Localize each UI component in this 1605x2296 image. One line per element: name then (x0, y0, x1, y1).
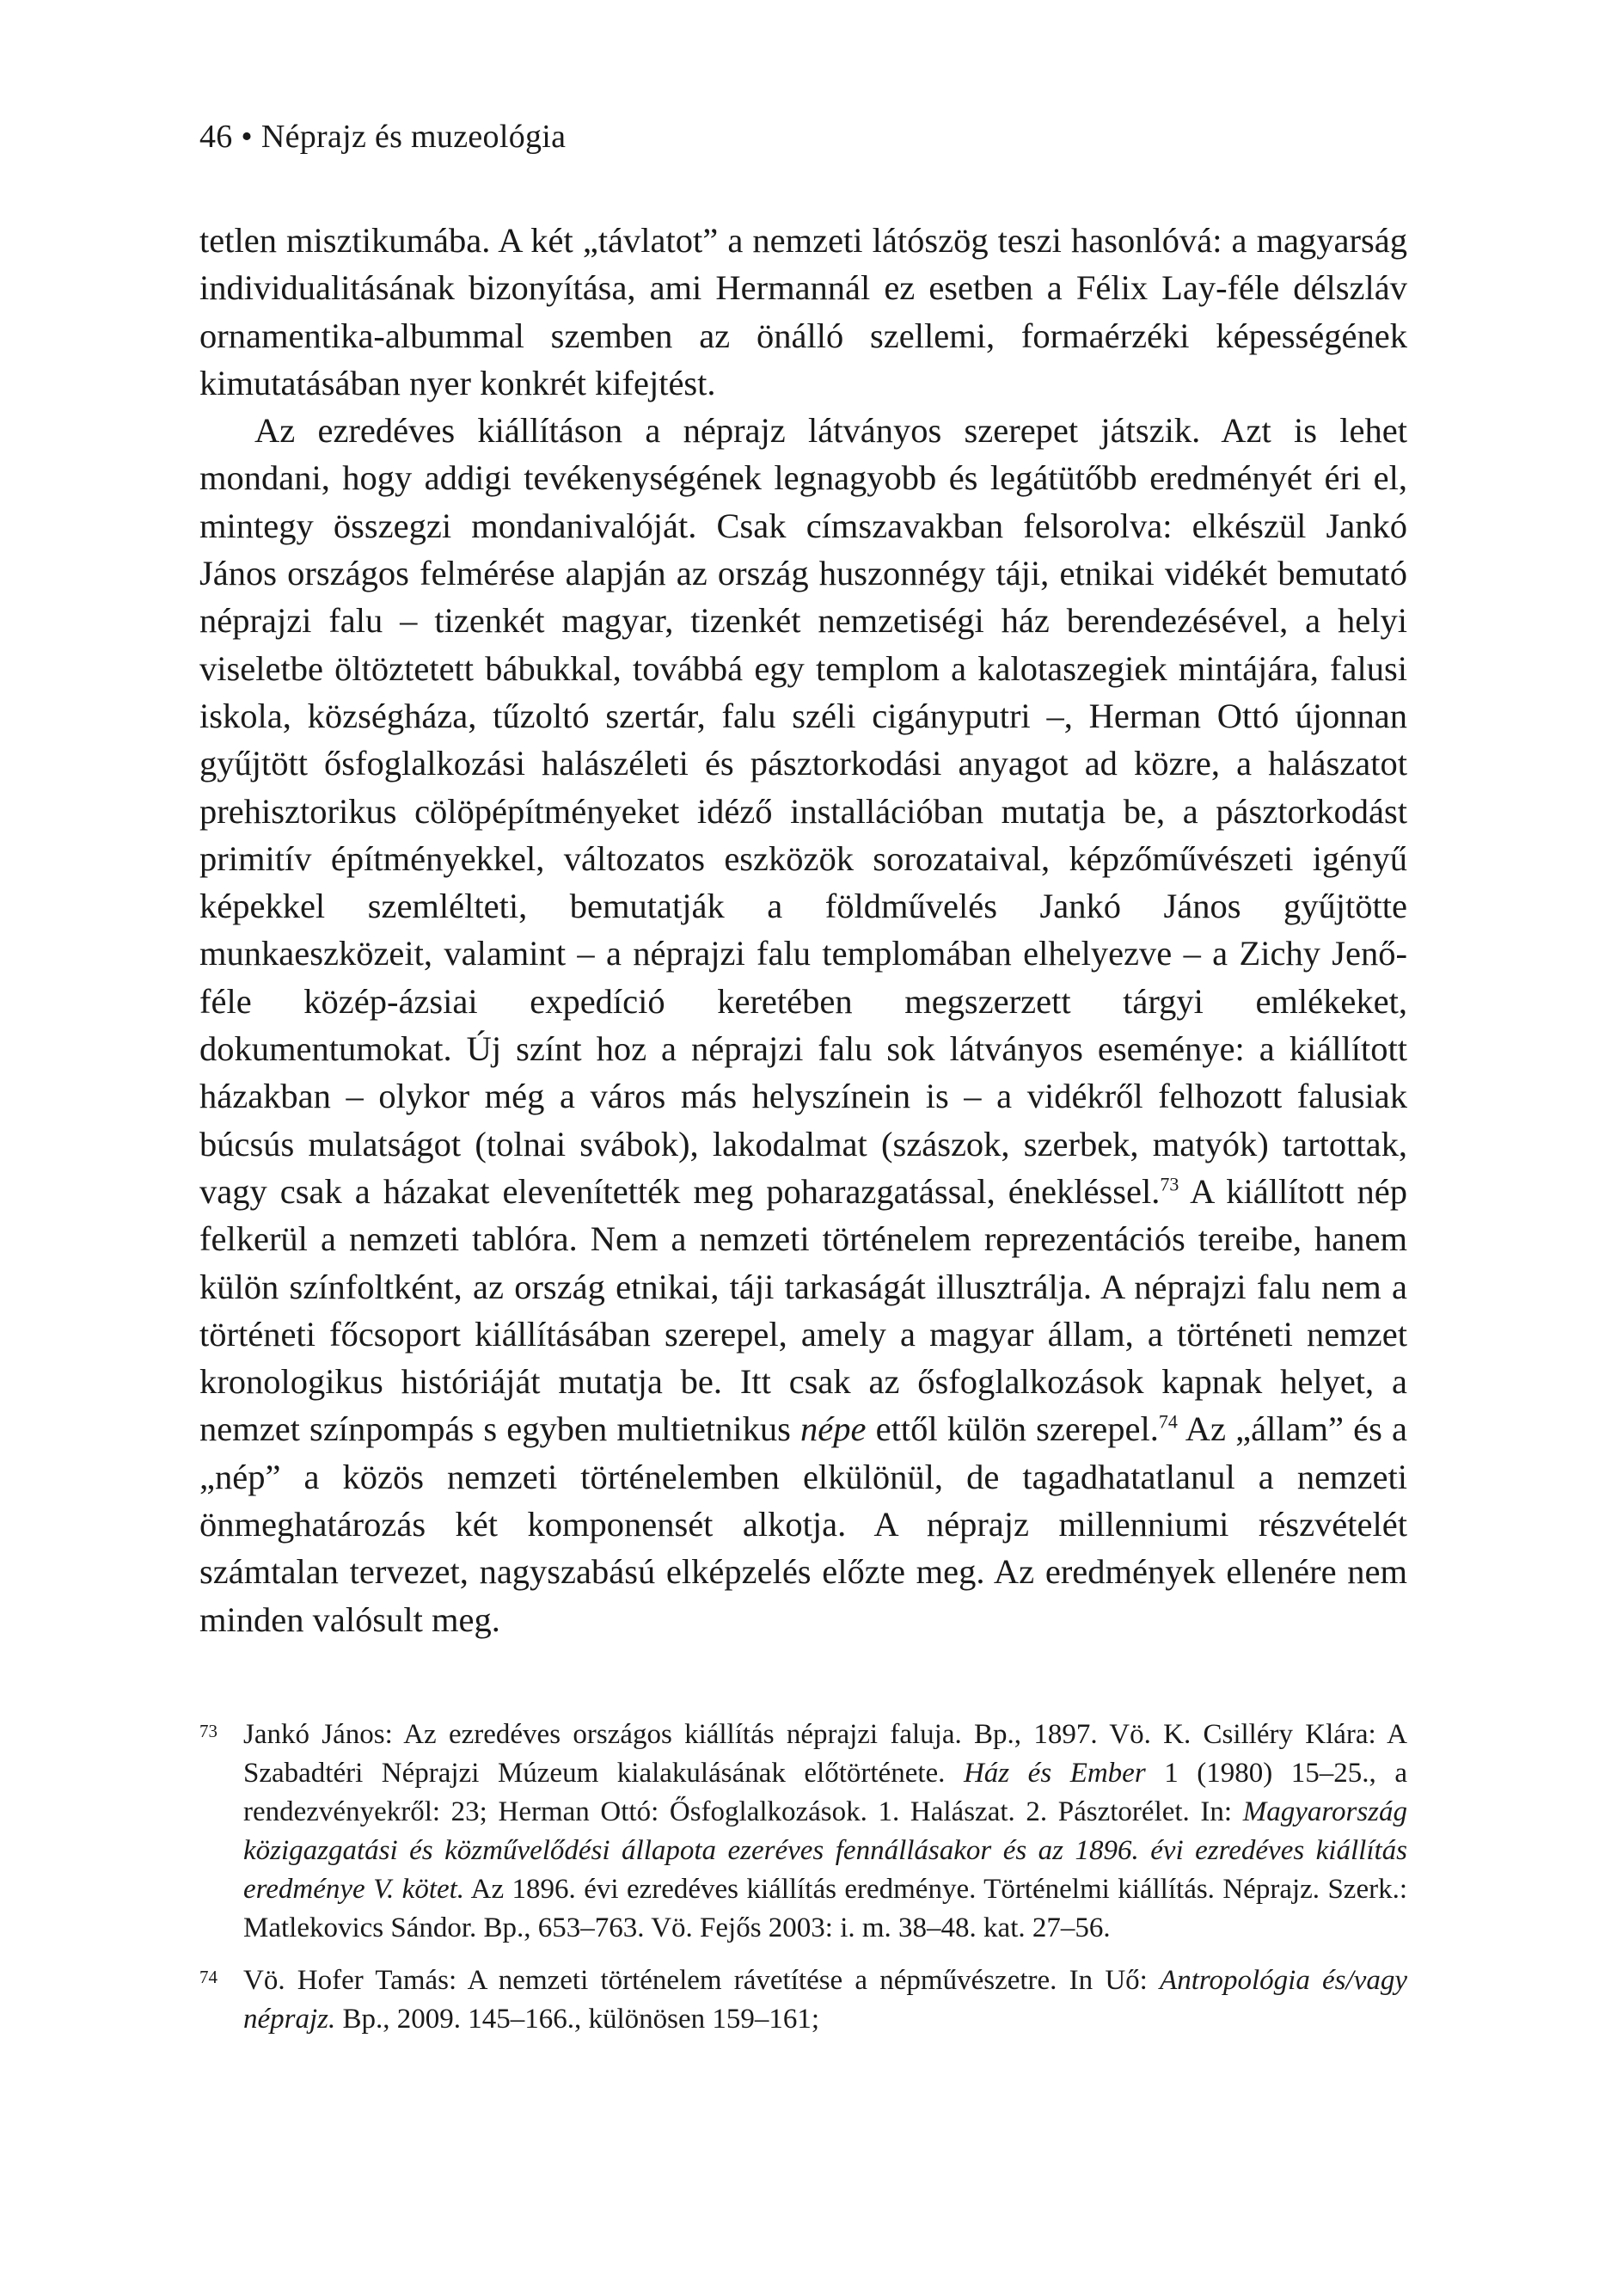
paragraph-1: tetlen misztikumába. A két „távlatot” a nemzeti látószög teszi hasonlóvá: a magyarság individualitásának bizonyítása, ami Hermannál ez esetben a Félix Lay-féle délszláv ornamentika-albummal szemben az önálló szellemi, formaérzéki képességének kimutatásában nyer konkrét kifejtést. (199, 221, 1407, 402)
footnote-text (243, 1961, 1407, 2039)
paragraph-2-part-a: Az ezredéves kiállításon a néprajz látványos szerepet játszik. Azt is lehet mondani, hogy addigi tevékenységének legnagyobb és legátütőbb eredményét éri el, mintegy összegzi mondanivalóját. Csak címszavakban felsorolva: elkészül Jankó János országos felmérése alapján az ország huszonnégy táji, etnikai vidékét bemutató néprajzi falu – tizenkét magyar, tizenkét nemzetiségi ház berendezésével, a helyi viseletbe öltöztetett bábukkal, továbbá egy templom a kalotaszegiek mintájára, falusi iskola, községháza, tűzoltó szertár, falu széli cigányputri –, Herman Ottó újonnan gyűjtött ősfoglalkozási halászéleti és pásztorkodási anyagot ad közre, a halászatot prehisztorikus cölöpépítményeket idéző installációban mutatja be, a pásztorkodást primitív építményekkel, változatos eszközök sorozataival, képzőművészeti igényű képekkel szemlélteti, bemutatják a földművelés Jankó János gyűjtötte munkaeszközeit, valamint – a néprajzi falu templomában elhelyezve – a Zichy Jenő-féle közép-ázsiai expedíció keretében megszerzett tárgyi emlékeket, dokumentumokat. Új színt hoz a néprajzi falu sok látványos eseménye: a kiállított házakban – olykor még a város más helyszínein is – a vidékről felhozott falusiak búcsús mulatságot (tolnai svábok), lakodalmat (szászok, szerbek, matyók) tartottak, vagy csak a házakat elevenítették meg poharazgatással, énekléssel. (199, 411, 1407, 1211)
footnote-number: 74 (199, 1967, 217, 1987)
footnote-74-italic-1: Antropológia és/vagy néprajz. (243, 1965, 1407, 2035)
footnote-text (243, 1716, 1407, 1948)
footnote-73-text-1: Jankó János: Az ezredéves országos kiállítás néprajzi faluja. Bp., 1897. Vö. K. Csilléry Klára: A Szabadtéri Néprajzi Múzeum kialakulásának előtörténete. (243, 1719, 1407, 1789)
page-number: 46 (199, 119, 233, 155)
footnote-ref-74[interactable]: 74 (1158, 1410, 1178, 1433)
footnote-73 (199, 1716, 1407, 1948)
paragraph-2 (199, 407, 1407, 1643)
paragraph-2-part-b: A kiállított nép felkerül a nemzeti tablóra. Nem a nemzeti történelem reprezentációs tereibe, hanem külön színfoltként, az ország etnikai, táji tarkaságát illusztrálja. A néprajzi falu nem a történeti főcsoport kiállításában szerepel, amely a magyar állam, a történeti nemzet kronologikus históriáját mutatja be. Itt csak az ősfoglalkozások kapnak helyet, a nemzet színpompás s egyben multietnikus (199, 1171, 1407, 1449)
footnote-ref-73[interactable]: 73 (1160, 1173, 1179, 1195)
header-separator: • (241, 119, 254, 155)
footnote-number: 73 (199, 1721, 217, 1741)
footnote-74 (199, 1961, 1407, 2039)
paragraph-2-part-d: Az „állam” és a „nép” a közös nemzeti történelemben elkülönül, de tagadhatatlanul a nemzeti önmeghatározás két komponensét alkotja. A néprajz millenniumi részvételét számtalan tervezet, nagyszabású elképzelés előzte meg. Az eredmények ellenére nem minden valósult meg. (199, 1409, 1407, 1639)
paragraph-2-part-c: ettől külön szerepel. (866, 1409, 1159, 1449)
footnote-74-text-2: Bp., 2009. 145–166., különösen 159–161; (335, 2004, 820, 2035)
running-header (199, 117, 566, 157)
running-title: Néprajz és muzeológia (260, 119, 567, 155)
paragraph-2-italic: népe (800, 1409, 867, 1449)
footnote-73-text-2: 1 (1980) 15–25., a rendezvényekről: 23; Herman Ottó: Ősfoglalkozások. 1. Halászat. 2. Pásztorélet. In: (243, 1758, 1407, 1827)
footnote-73-italic-1: Ház és Ember (963, 1758, 1146, 1789)
footnote-74-text-1: Vö. Hofer Tamás: A nemzeti történelem rávetítése a népművészetre. In Uő: (243, 1965, 1161, 1996)
footnote-73-text-3: Az 1896. évi ezredéves kiállítás eredménye. Történelmi kiállítás. Néprajz. Szerk.: Matlekovics Sándor. Bp., 653–763. Vö. Fejős 2003: i. m. 38–48. kat. 27–56. (243, 1874, 1408, 1943)
footnote-73-italic-2: Magyarország közigazgatási és közművelődési állapota ezeréves fennállásakor és az 1896. évi ezredéves kiállítás eredménye V. kötet. (243, 1796, 1407, 1905)
main-text (199, 217, 1407, 1643)
footnotes (199, 1716, 1407, 2053)
